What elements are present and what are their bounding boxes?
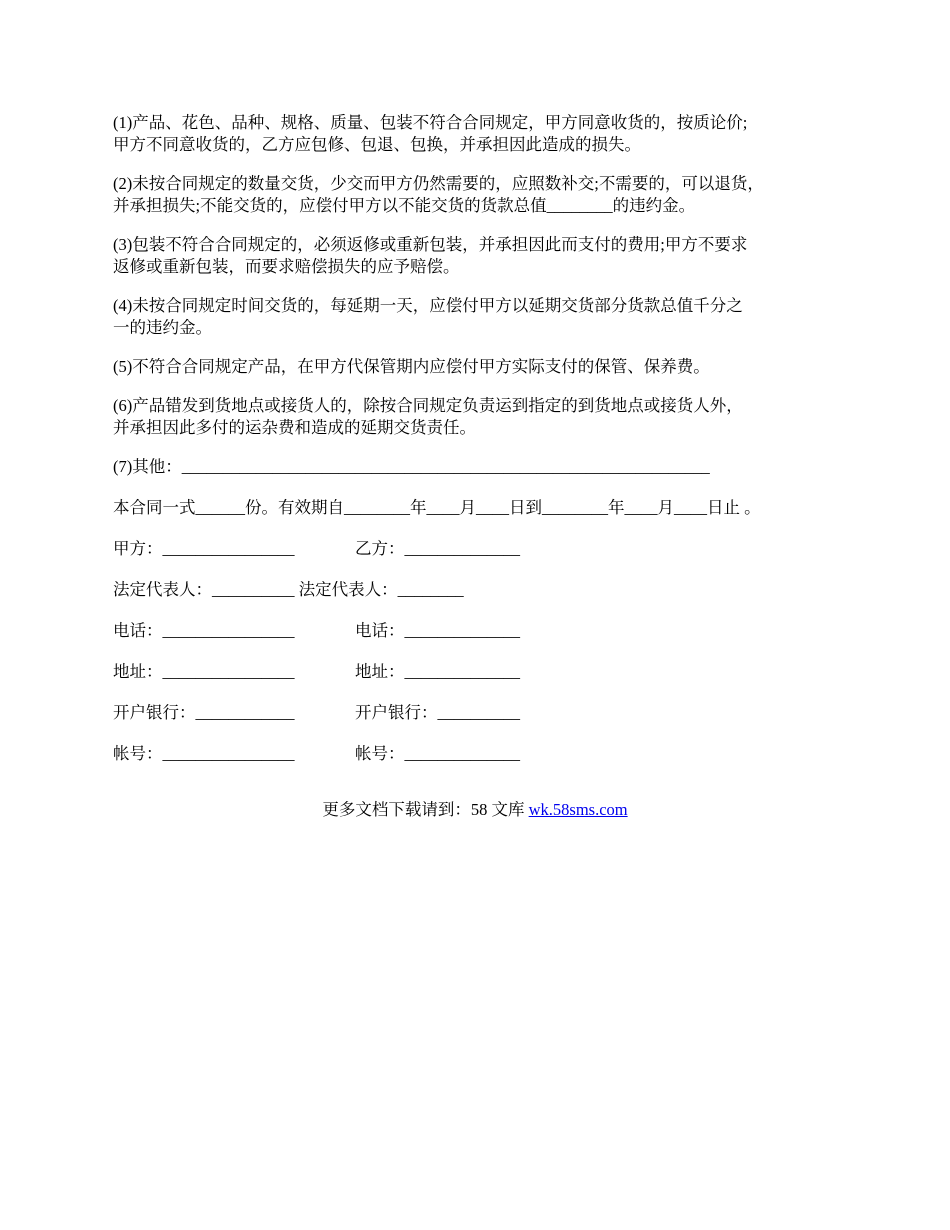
clause-2-line-1: (2)未按合同规定的数量交货，少交而甲方仍然需要的，应照数补交;不需要的，可以退货， [113, 174, 764, 193]
phone-row [113, 620, 843, 642]
footer-link[interactable]: wk.58sms.com [528, 800, 628, 819]
clause-6-line-1: (6)产品错发到货地点或接货人的，除按合同规定负责运到指定的到货地点或接货人外， [113, 396, 743, 415]
address-a-field: 地址：________________ [113, 662, 295, 681]
footer-text: 更多文档下载请到：58 文库 [322, 800, 529, 819]
clause-2 [113, 173, 843, 217]
clause-1-line-1: (1)产品、花色、品种、规格、质量、包装不符合合同规定，甲方同意收货的，按质论价; [113, 113, 748, 132]
copies-validity-line: 本合同一式______份。有效期自________年____月____日到________年____月____日止 。 [113, 498, 761, 517]
bank-b-field: 开户银行：__________ [355, 703, 520, 722]
clause-6-line-2: 并承担因此多付的运杂费和造成的延期交货责任。 [113, 418, 476, 437]
clause-1 [113, 112, 843, 156]
clause-6 [113, 395, 843, 439]
party-a-field: 甲方：________________ [113, 539, 295, 558]
clause-3-line-1: (3)包装不符合合同规定的，必须返修或重新包装，并承担因此而支付的费用;甲方不要求 [113, 235, 748, 254]
download-footer [0, 799, 950, 821]
party-b-field: 乙方：______________ [355, 539, 520, 558]
phone-b-field: 电话：______________ [355, 621, 520, 640]
legal-rep-field: 法定代表人：__________ 法定代表人：________ [113, 580, 464, 599]
clause-3 [113, 234, 843, 278]
clause-4-line-2: 一的违约金。 [113, 318, 212, 337]
clause-5 [113, 356, 843, 378]
legal-rep-row [113, 579, 843, 601]
address-row [113, 661, 843, 683]
clause-2-line-2: 并承担损失;不能交货的，应偿付甲方以不能交货的货款总值________的违约金。 [113, 196, 696, 215]
clause-7-other: (7)其他：________________________________________________________________ [113, 457, 710, 476]
account-row [113, 743, 843, 765]
address-b-field: 地址：______________ [355, 662, 520, 681]
bank-a-field: 开户银行：____________ [113, 703, 295, 722]
clause-4-line-1: (4)未按合同规定时间交货的，每延期一天，应偿付甲方以延期交货部分货款总值千分之 [113, 296, 743, 315]
account-b-field: 帐号：______________ [355, 744, 520, 763]
account-a-field: 帐号：________________ [113, 744, 295, 763]
clause-5-line-1: (5)不符合合同规定产品，在甲方代保管期内应偿付甲方实际支付的保管、保养费。 [113, 357, 710, 376]
contract-page [113, 112, 843, 784]
clause-3-line-2: 返修或重新包装，而要求赔偿损失的应予赔偿。 [113, 257, 460, 276]
bank-row [113, 702, 843, 724]
clause-4 [113, 295, 843, 339]
phone-a-field: 电话：________________ [113, 621, 295, 640]
clause-1-line-2: 甲方不同意收货的，乙方应包修、包退、包换，并承担因此造成的损失。 [113, 135, 641, 154]
party-row [113, 538, 843, 560]
